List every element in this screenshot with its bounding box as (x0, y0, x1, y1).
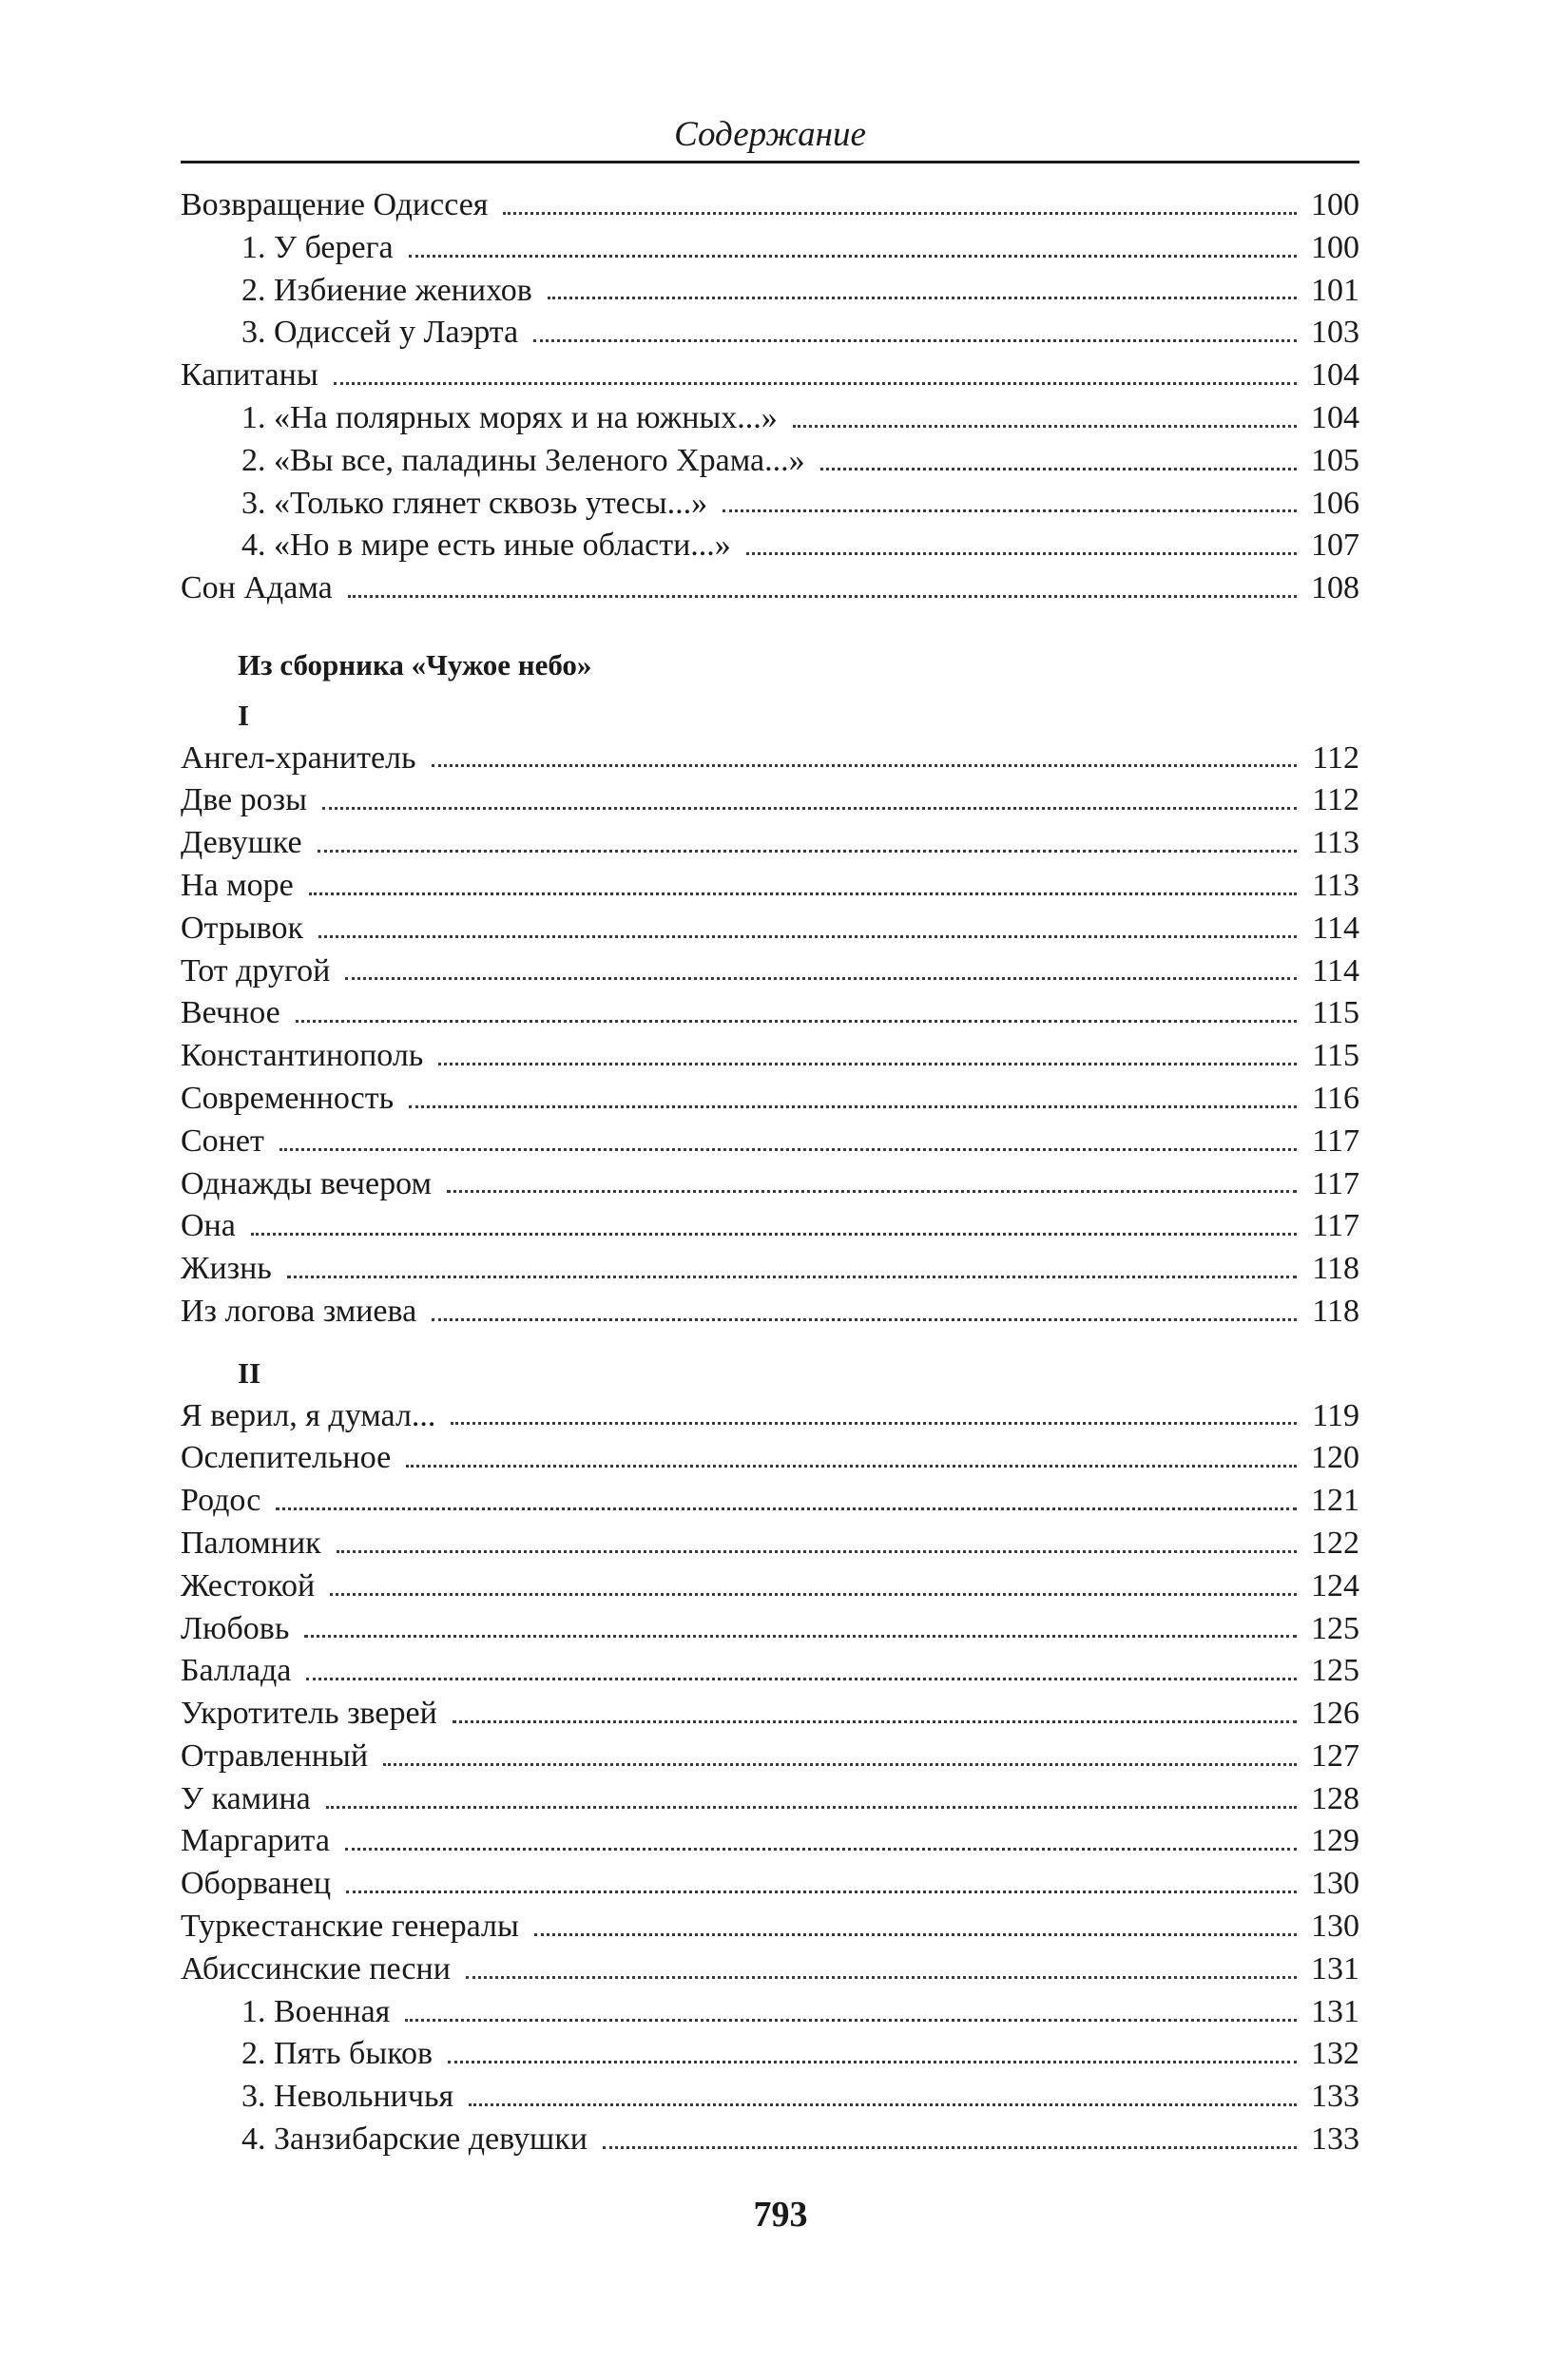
table-of-contents (181, 184, 1359, 2161)
toc-entry[interactable] (181, 312, 1359, 355)
toc-entry-title: Отрывок (181, 910, 304, 946)
toc-entry-title: На море (181, 867, 294, 903)
toc-entry-title: 3. «Только глянет сквозь утесы...» (241, 485, 708, 521)
toc-entry-page: 117 (1312, 1165, 1359, 1201)
toc-entry[interactable] (181, 822, 1359, 865)
toc-entry-title: Капитаны (181, 357, 318, 393)
toc-entry-title: Ослепительное (181, 1440, 392, 1476)
toc-entry-page: 115 (1312, 995, 1359, 1031)
toc-list-top (181, 184, 1359, 610)
toc-entry[interactable] (181, 1736, 1359, 1778)
toc-entry-page: 115 (1312, 1038, 1359, 1074)
page-number: 793 (753, 2195, 808, 2235)
toc-entry-page: 126 (1311, 1696, 1359, 1732)
toc-entry-title: Сон Адама (181, 570, 333, 606)
dot-leader (409, 1105, 1297, 1108)
toc-entry-page: 108 (1311, 570, 1359, 606)
toc-entry[interactable] (181, 738, 1359, 780)
dot-leader (448, 2061, 1297, 2063)
toc-entry-page: 113 (1312, 825, 1359, 861)
toc-entry-page: 104 (1311, 399, 1359, 435)
toc-entry-page: 121 (1311, 1483, 1359, 1519)
toc-entry-page: 106 (1311, 485, 1359, 521)
toc-entry-title: 3. Одиссей у Лаэрта (241, 315, 519, 351)
toc-entry[interactable] (181, 2033, 1359, 2076)
toc-entry-title: 1. «На полярных морях и на южных...» (241, 399, 778, 435)
toc-entry[interactable] (181, 1650, 1359, 1693)
toc-entry[interactable] (181, 1480, 1359, 1523)
toc-entry-page: 130 (1311, 1866, 1359, 1902)
toc-entry-page: 118 (1312, 1251, 1359, 1287)
toc-entry[interactable] (181, 1948, 1359, 1991)
toc-entry-page: 112 (1312, 782, 1359, 818)
dot-leader (287, 1276, 1297, 1278)
toc-entry-page: 125 (1311, 1653, 1359, 1689)
toc-entry-title: Сонет (181, 1123, 264, 1159)
toc-entry[interactable] (181, 525, 1359, 567)
toc-entry-page: 131 (1311, 1993, 1359, 2029)
toc-entry[interactable] (181, 1395, 1359, 1438)
dot-leader (322, 807, 1297, 810)
toc-entry-page: 116 (1312, 1080, 1359, 1116)
dot-leader (432, 764, 1297, 767)
toc-entry-title: Туркестанские генералы (181, 1909, 519, 1945)
toc-entry-page: 117 (1312, 1123, 1359, 1159)
toc-entry-page: 131 (1311, 1950, 1359, 1987)
toc-entry-page: 133 (1311, 2121, 1359, 2158)
toc-entry-title: Баллада (181, 1653, 292, 1689)
dot-leader (503, 212, 1297, 215)
toc-entry-title: Из логова змиева (181, 1293, 417, 1329)
dot-leader (318, 850, 1297, 853)
toc-entry[interactable] (181, 2076, 1359, 2119)
dot-leader (318, 935, 1297, 938)
toc-entry-page: 130 (1311, 1909, 1359, 1945)
dot-leader (793, 425, 1297, 428)
dot-leader (406, 1465, 1297, 1468)
toc-entry-page: 118 (1312, 1293, 1359, 1329)
header-rule (181, 161, 1359, 163)
toc-entry[interactable] (181, 397, 1359, 440)
toc-entry-title: Маргарита (181, 1823, 330, 1859)
toc-entry-page: 114 (1312, 952, 1359, 988)
dot-leader (279, 1148, 1297, 1151)
toc-entry[interactable] (181, 1121, 1359, 1163)
toc-entry-page: 105 (1311, 442, 1359, 478)
toc-entry[interactable] (181, 950, 1359, 993)
toc-entry-title: 3. Невольничья (241, 2079, 454, 2115)
toc-entry[interactable] (181, 1693, 1359, 1736)
toc-entry-title: 2. Избиение женихов (241, 272, 532, 308)
toc-entry[interactable] (181, 1035, 1359, 1078)
dot-leader (304, 1635, 1297, 1638)
toc-entry-page: 117 (1312, 1208, 1359, 1244)
toc-entry-title: 2. «Вы все, паладины Зеленого Храма...» (241, 442, 805, 478)
toc-entry[interactable] (181, 865, 1359, 908)
dot-leader (346, 1891, 1297, 1893)
toc-entry-page: 100 (1311, 229, 1359, 265)
toc-entry-page: 124 (1311, 1567, 1359, 1603)
toc-entry-title: 2. Пять быков (241, 2036, 434, 2072)
toc-entry[interactable] (181, 2119, 1359, 2161)
dot-leader (251, 1233, 1297, 1236)
toc-entry-page: 100 (1311, 187, 1359, 222)
toc-entry-title: Родос (181, 1483, 261, 1519)
toc-list-part-2 (181, 1395, 1359, 2161)
toc-entry-title: Тот другой (181, 952, 331, 988)
dot-leader (345, 977, 1297, 980)
dot-leader (534, 1933, 1297, 1936)
toc-entry-page: 107 (1311, 528, 1359, 564)
dot-leader (746, 552, 1297, 555)
dot-leader (453, 1720, 1297, 1723)
toc-entry-page: 103 (1311, 315, 1359, 351)
dot-leader (723, 509, 1297, 512)
toc-entry[interactable] (181, 355, 1359, 397)
part-label-1: I (238, 698, 250, 732)
toc-entry[interactable] (181, 1291, 1359, 1334)
toc-entry[interactable] (181, 184, 1359, 227)
toc-entry[interactable] (181, 567, 1359, 610)
dot-leader (309, 892, 1297, 895)
dot-leader (296, 1020, 1297, 1023)
dot-leader (409, 255, 1297, 258)
dot-leader (326, 1806, 1297, 1809)
toc-entry[interactable] (181, 440, 1359, 483)
toc-entry[interactable] (181, 1820, 1359, 1863)
toc-entry[interactable] (181, 1078, 1359, 1121)
toc-entry[interactable] (181, 1778, 1359, 1821)
toc-entry[interactable] (181, 908, 1359, 950)
toc-entry[interactable] (181, 1863, 1359, 1906)
toc-entry[interactable] (181, 483, 1359, 526)
toc-entry-page: 120 (1311, 1440, 1359, 1476)
toc-entry-title: Константинополь (181, 1038, 424, 1074)
toc-entry-title: Я верил, я думал... (181, 1397, 436, 1433)
toc-entry-title: Она (181, 1208, 236, 1244)
dot-leader (330, 1593, 1297, 1596)
toc-entry[interactable] (181, 1248, 1359, 1291)
toc-entry-title: Возвращение Одиссея (181, 187, 489, 222)
dot-leader (383, 1763, 1297, 1766)
toc-entry[interactable] (181, 1437, 1359, 1480)
toc-entry-page: 132 (1311, 2036, 1359, 2072)
dot-leader (533, 339, 1297, 342)
toc-entry-page: 122 (1311, 1525, 1359, 1561)
toc-entry[interactable] (181, 1906, 1359, 1948)
toc-entry[interactable] (181, 1523, 1359, 1565)
toc-entry-page: 129 (1311, 1823, 1359, 1859)
toc-entry-title: Две розы (181, 782, 307, 818)
running-head: Содержание (674, 115, 866, 154)
toc-entry[interactable] (181, 1608, 1359, 1651)
part-label-2: II (238, 1355, 261, 1390)
toc-entry-page: 112 (1312, 739, 1359, 776)
toc-entry[interactable] (181, 779, 1359, 822)
toc-entry-title: Оборванец (181, 1866, 332, 1902)
dot-leader (548, 297, 1297, 299)
toc-entry-title: У камина (181, 1780, 311, 1816)
toc-entry-page: 133 (1311, 2079, 1359, 2115)
dot-leader (334, 382, 1297, 385)
toc-entry-page: 125 (1311, 1610, 1359, 1646)
dot-leader (345, 1848, 1297, 1851)
toc-entry-page: 104 (1311, 357, 1359, 393)
section-heading: Из сборника «Чужое небо» (238, 647, 592, 681)
toc-entry[interactable] (181, 1991, 1359, 2034)
dot-leader (405, 2019, 1297, 2022)
toc-entry[interactable] (181, 1205, 1359, 1248)
dot-leader (306, 1678, 1297, 1680)
toc-entry-title: Жестокой (181, 1567, 316, 1603)
dot-leader (438, 1063, 1297, 1065)
toc-entry-title: Абиссинские песни (181, 1950, 451, 1987)
dot-leader (469, 2103, 1297, 2106)
toc-entry-page: 127 (1311, 1737, 1359, 1774)
dot-leader (348, 595, 1297, 598)
toc-entry-page: 128 (1311, 1780, 1359, 1816)
toc-list-part-1 (181, 738, 1359, 1334)
toc-entry-page: 114 (1312, 910, 1359, 946)
dot-leader (451, 1422, 1297, 1425)
dot-leader (466, 1976, 1297, 1979)
dot-leader (820, 468, 1297, 470)
toc-entry-title: Жизнь (181, 1251, 272, 1287)
toc-entry[interactable] (181, 1163, 1359, 1206)
dot-leader (603, 2146, 1297, 2149)
toc-entry-title: Любовь (181, 1610, 290, 1646)
toc-entry-title: 4. «Но в мире есть иные области...» (241, 528, 731, 564)
toc-entry-page: 113 (1312, 867, 1359, 903)
toc-entry-title: 1. Военная (241, 1993, 391, 2029)
toc-entry-page: 119 (1312, 1397, 1359, 1433)
toc-entry-title: Однажды вечером (181, 1165, 432, 1201)
dot-leader (432, 1318, 1297, 1321)
dot-leader (447, 1190, 1297, 1193)
toc-entry-title: Современность (181, 1080, 395, 1116)
toc-entry-title: Ангел-хранитель (181, 739, 416, 776)
toc-entry[interactable] (181, 1565, 1359, 1608)
dot-leader (337, 1550, 1297, 1553)
dot-leader (276, 1507, 1297, 1510)
toc-entry-title: 4. Занзибарские девушки (241, 2121, 588, 2158)
toc-entry-title: Девушке (181, 825, 302, 861)
toc-entry-title: Паломник (181, 1525, 321, 1561)
toc-entry-title: Отравленный (181, 1737, 369, 1774)
toc-entry-page: 101 (1311, 272, 1359, 308)
toc-entry[interactable] (181, 270, 1359, 313)
toc-entry[interactable] (181, 992, 1359, 1035)
toc-entry-title: 1. У берега (241, 229, 394, 265)
toc-entry-title: Вечное (181, 995, 280, 1031)
toc-entry[interactable] (181, 227, 1359, 270)
toc-entry-title: Укротитель зверей (181, 1696, 437, 1732)
